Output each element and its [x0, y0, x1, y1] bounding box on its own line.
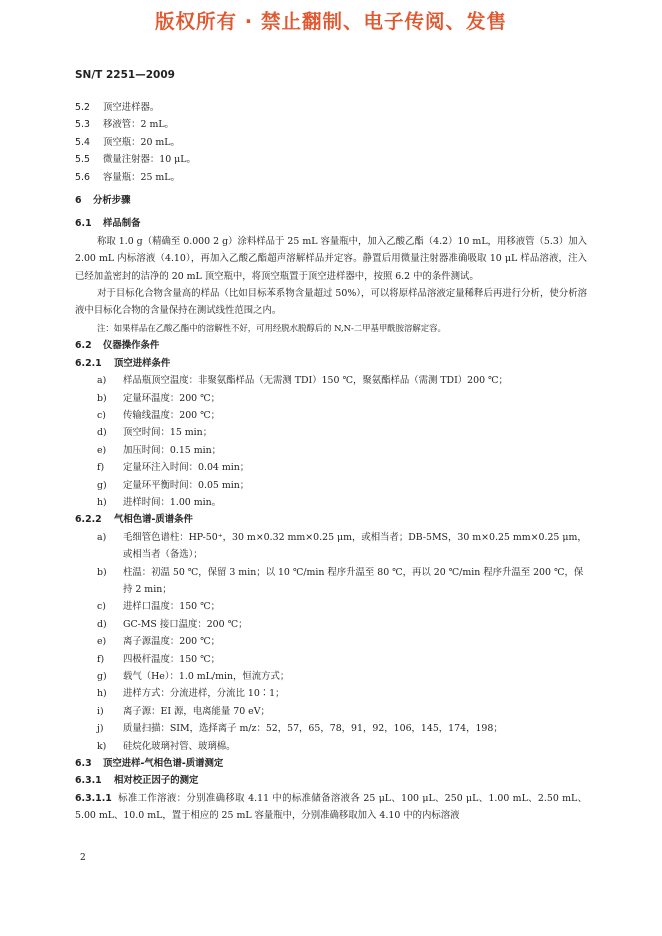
- section-number: 6: [75, 195, 82, 207]
- section-number: 6.2.1: [75, 357, 102, 369]
- section-6-heading: [75, 192, 587, 209]
- clause-number: 5.3: [75, 119, 90, 131]
- clause-number: 6.3.1.1: [75, 792, 112, 804]
- item-text: 质量扫描：SIM，选择离子 m/z：52，57，65，78，91，92，106，145，174，198；: [123, 723, 503, 735]
- item-text: 加压时间：0.15 min；: [123, 444, 222, 456]
- item-text: 样品瓶顶空温度：非聚氨酯样品（无需测 TDI）150 ℃，聚氨酯样品（需测 TDI）200 ℃；: [123, 375, 508, 387]
- section-title: 相对校正因子的测定: [114, 775, 199, 787]
- sample-prep-paragraph: 称取 1.0 g（精确至 0.000 2 g）涂料样品于 25 mL 容量瓶中，加入乙酸乙酯（4.2）10 mL，用移液管（5.3）加入 2.00 mL 内标溶液（4.10），再加入乙酸乙酯超声溶解样品并定容。静置后用微量注射器准确吸取 10 μL 样品溶液，注入已经加盖密封的洁净的 20 mL 顶空瓶中，将顶空瓶置于顶空进样器中，按照 6.2 中的条件测试。: [75, 235, 587, 282]
- item-text: 柱温：初温 50 ℃，保留 3 min；以 10 ℃/min 程序升温至 80 ℃，再以 20 ℃/min 程序升温至 200 ℃，保持 2 min；: [123, 566, 584, 595]
- item-label: f): [97, 462, 105, 474]
- item-text: 进样时间：1.00 min。: [123, 496, 222, 508]
- item-label: d): [97, 427, 107, 439]
- clause-number: 5.6: [75, 171, 90, 183]
- list-item: [75, 651, 587, 668]
- item-text: GC-MS 接口温度：200 ℃；: [123, 618, 248, 630]
- list-item: [75, 390, 587, 407]
- item-label: b): [97, 566, 107, 578]
- item-text: 离子源：EI 源，电离能量 70 eV；: [123, 705, 270, 717]
- watermark-banner: 版权所有 · 禁止翻制、电子传阅、发售: [155, 10, 507, 33]
- list-item: [75, 703, 587, 720]
- item-label: b): [97, 392, 107, 404]
- section-6-2-2-heading: [75, 511, 587, 528]
- equipment-item: [75, 134, 587, 151]
- list-item: [75, 424, 587, 441]
- section-6-2-heading: [75, 337, 587, 354]
- item-text: 离子源温度：200 ℃；: [123, 636, 220, 648]
- standard-solution-paragraph: [75, 790, 587, 825]
- section-6-1-heading: [75, 215, 587, 232]
- list-item: [75, 598, 587, 615]
- section-title: 样品制备: [103, 218, 141, 230]
- list-item: [75, 668, 587, 685]
- list-item: [75, 564, 587, 599]
- clause-text: 顶空进样器。: [103, 102, 160, 113]
- item-label: j): [97, 723, 104, 735]
- list-item: [75, 529, 587, 564]
- list-item: [75, 407, 587, 424]
- note: 注：如果样品在乙酸乙酯中的溶解性不好，可用经脱水脱醇后的 N,N-二甲基甲酰胺溶解定容。: [97, 322, 446, 333]
- list-item: [75, 738, 587, 755]
- section-title: 仪器操作条件: [103, 340, 160, 352]
- equipment-item: [75, 99, 587, 116]
- section-number: 6.1: [75, 218, 92, 230]
- clause-text: 顶空瓶：20 mL。: [103, 136, 180, 148]
- item-label: e): [97, 636, 107, 648]
- item-label: h): [97, 496, 107, 508]
- list-item: [75, 720, 587, 737]
- equipment-item: [75, 116, 587, 133]
- item-label: g): [97, 671, 107, 682]
- section-6-3-heading: [75, 755, 587, 772]
- clause-text: 微量注射器：10 μL。: [103, 154, 196, 166]
- list-item: [75, 685, 587, 702]
- list-item: [75, 459, 587, 476]
- equipment-item: [75, 151, 587, 168]
- dilution-paragraph: 对于目标化合物含量高的样品（比如目标苯系物含量超过 50%），可以将原样品溶液定量稀释后再进行分析，使分析溶液中目标化合物的含量保持在测试线性范围之内。: [75, 288, 587, 317]
- item-label: c): [97, 409, 106, 421]
- list-item: [75, 477, 587, 494]
- section-title: 气相色谱-质谱条件: [114, 514, 193, 526]
- clause-text: 移液管：2 mL。: [103, 119, 174, 131]
- item-label: h): [97, 688, 107, 700]
- item-text: 定量环平衡时间：0.05 min；: [123, 479, 250, 491]
- section-number: 6.2.2: [75, 514, 102, 526]
- list-item: [75, 372, 587, 389]
- item-text: 进样方式：分流进样，分流比 10∶1；: [123, 688, 285, 700]
- list-item: [75, 616, 587, 633]
- section-title: 分析步骤: [93, 195, 131, 207]
- list-item: [75, 633, 587, 650]
- item-label: i): [97, 705, 104, 717]
- section-number: 6.3: [75, 758, 92, 770]
- item-text: 载气（He）：1.0 mL/min，恒流方式；: [123, 671, 290, 682]
- item-label: d): [97, 618, 107, 630]
- standard-number: SN/T 2251—2009: [75, 69, 175, 81]
- item-label: c): [97, 601, 106, 613]
- item-text: 定量环温度：200 ℃；: [123, 392, 220, 404]
- item-label: a): [97, 531, 107, 543]
- clause-number: 5.2: [75, 102, 90, 113]
- clause-number: 5.4: [75, 136, 90, 148]
- item-label: g): [97, 479, 107, 491]
- item-text: 传输线温度：200 ℃；: [123, 409, 220, 421]
- section-title: 顶空进样-气相色谱-质谱测定: [103, 758, 224, 770]
- document-body: [75, 99, 587, 825]
- section-6-2-1-heading: [75, 355, 587, 372]
- item-label: f): [97, 653, 105, 665]
- item-text: 定量环注入时间：0.04 min；: [123, 462, 250, 474]
- list-item: [75, 494, 587, 511]
- clause-text: 标准工作溶液：分别准确移取 4.11 中的标准储备溶液各 25 μL、100 μL、250 μL、1.00 mL、2.50 mL、5.00 mL、10.0 mL，置于相应的 25 mL 容量瓶中，分别准确移取加入 4.10 中的内标溶液: [75, 792, 587, 822]
- item-text: 进样口温度：150 ℃；: [123, 601, 220, 613]
- item-label: a): [97, 375, 107, 387]
- item-text: 硅烷化玻璃衬管、玻璃棉。: [123, 740, 236, 752]
- equipment-item: [75, 169, 587, 186]
- clause-text: 容量瓶：25 mL。: [103, 171, 180, 183]
- item-text: 四极杆温度：150 ℃；: [123, 653, 220, 665]
- item-text: 毛细管色谱柱：HP-50⁺，30 m×0.32 mm×0.25 μm，或相当者；DB-5MS，30 m×0.25 mm×0.25 μm，或相当者（备选）；: [123, 531, 587, 561]
- list-item: [75, 442, 587, 459]
- section-6-3-1-heading: [75, 772, 587, 789]
- page-number: 2: [80, 853, 86, 863]
- item-text: 顶空时间：15 min；: [123, 427, 213, 439]
- section-title: 顶空进样条件: [114, 357, 171, 369]
- item-label: e): [97, 444, 107, 456]
- section-number: 6.3.1: [75, 775, 102, 787]
- section-number: 6.2: [75, 340, 92, 352]
- item-label: k): [97, 740, 107, 752]
- clause-number: 5.5: [75, 154, 90, 166]
